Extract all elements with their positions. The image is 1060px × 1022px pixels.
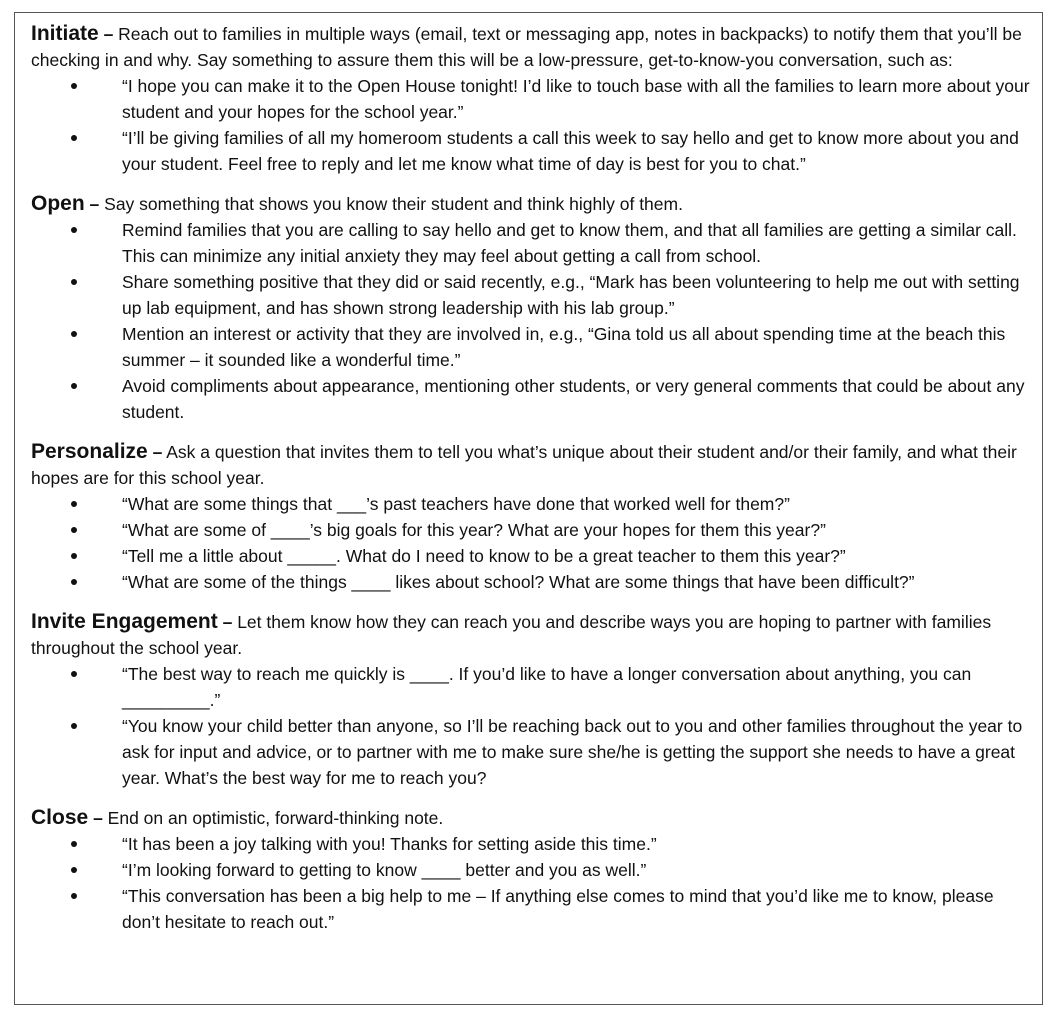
- list-item: “I hope you can make it to the Open House tonight! I’d like to touch base with all the families to learn more about your student and your hopes for the school year.”: [105, 73, 1030, 125]
- section-personalize: [31, 439, 1030, 595]
- section-heading: Close: [31, 806, 89, 829]
- section-intro: [31, 805, 1030, 831]
- section-heading: Open: [31, 192, 85, 215]
- section-intro: [31, 439, 1030, 491]
- list-item: “I’m looking forward to getting to know ____ better and you as well.”: [105, 857, 1030, 883]
- list-item: “Tell me a little about _____. What do I need to know to be a great teacher to them this year?”: [105, 543, 1030, 569]
- bullet-list: [31, 831, 1030, 935]
- heading-dash: –: [222, 612, 233, 632]
- list-item: “The best way to reach me quickly is ____. If you’d like to have a longer conversation about anything, you can _________.”: [105, 661, 1030, 713]
- section-initiate: [31, 21, 1030, 177]
- document-frame: [14, 12, 1043, 1005]
- heading-dash: –: [93, 808, 103, 828]
- list-item: Share something positive that they did or said recently, e.g., “Mark has been volunteering to help me out with setting up lab equipment, and has shown strong leadership with his lab group.”: [105, 269, 1030, 321]
- heading-dash: –: [152, 442, 163, 462]
- section-heading: Invite Engagement: [31, 610, 218, 633]
- section-heading: Personalize: [31, 440, 148, 463]
- section-intro: [31, 609, 1030, 661]
- intro-text: Say something that shows you know their student and think highly of them.: [104, 194, 683, 214]
- list-item: “What are some things that ___’s past teachers have done that worked well for them?”: [105, 491, 1030, 517]
- intro-text: Let them know how they can reach you and describe ways you are hoping to partner with families throughout the school year.: [31, 612, 992, 658]
- intro-text: Ask a question that invites them to tell you what’s unique about their student and/or their family, and what their hopes are for this school year.: [31, 442, 1017, 488]
- bullet-list: [31, 491, 1030, 595]
- list-item: Remind families that you are calling to say hello and get to know them, and that all families are getting a similar call. This can minimize any initial anxiety they may feel about getting a call from school.: [105, 217, 1030, 269]
- section-invite-engagement: [31, 609, 1030, 791]
- section-intro: [31, 21, 1030, 73]
- list-item: “I’ll be giving families of all my homeroom students a call this week to say hello and get to know more about you and your student. Feel free to reply and let me know what time of day is best for you to chat.”: [105, 125, 1030, 177]
- list-item: Mention an interest or activity that they are involved in, e.g., “Gina told us all about spending time at the beach this summer – it sounded like a wonderful time.”: [105, 321, 1030, 373]
- list-item: “It has been a joy talking with you! Thanks for setting aside this time.”: [105, 831, 1030, 857]
- section-close: [31, 805, 1030, 935]
- list-item: “What are some of the things ____ likes about school? What are some things that have been difficult?”: [105, 569, 1030, 595]
- list-item: Avoid compliments about appearance, mentioning other students, or very general comments that could be about any student.: [105, 373, 1030, 425]
- intro-text: End on an optimistic, forward-thinking note.: [107, 808, 444, 828]
- section-open: [31, 191, 1030, 425]
- bullet-list: [31, 73, 1030, 177]
- intro-text: Reach out to families in multiple ways (email, text or messaging app, notes in backpacks) to notify them that you’ll be checking in and why. Say something to assure them this will be a low-pressure, get-to-know-you conversation, such as:: [31, 24, 1022, 70]
- bullet-list: [31, 661, 1030, 791]
- list-item: “You know your child better than anyone, so I’ll be reaching back out to you and other families throughout the year to ask for input and advice, or to partner with me to make sure she/he is getting the support she needs to have a great year. What’s the best way for me to reach you?: [105, 713, 1030, 791]
- section-intro: [31, 191, 1030, 217]
- bullet-list: [31, 217, 1030, 425]
- list-item: “What are some of ____’s big goals for this year? What are your hopes for them this year?”: [105, 517, 1030, 543]
- list-item: “This conversation has been a big help to me – If anything else comes to mind that you’d like me to know, please don’t hesitate to reach out.”: [105, 883, 1030, 935]
- section-heading: Initiate: [31, 22, 99, 45]
- heading-dash: –: [89, 194, 100, 214]
- heading-dash: –: [103, 24, 114, 44]
